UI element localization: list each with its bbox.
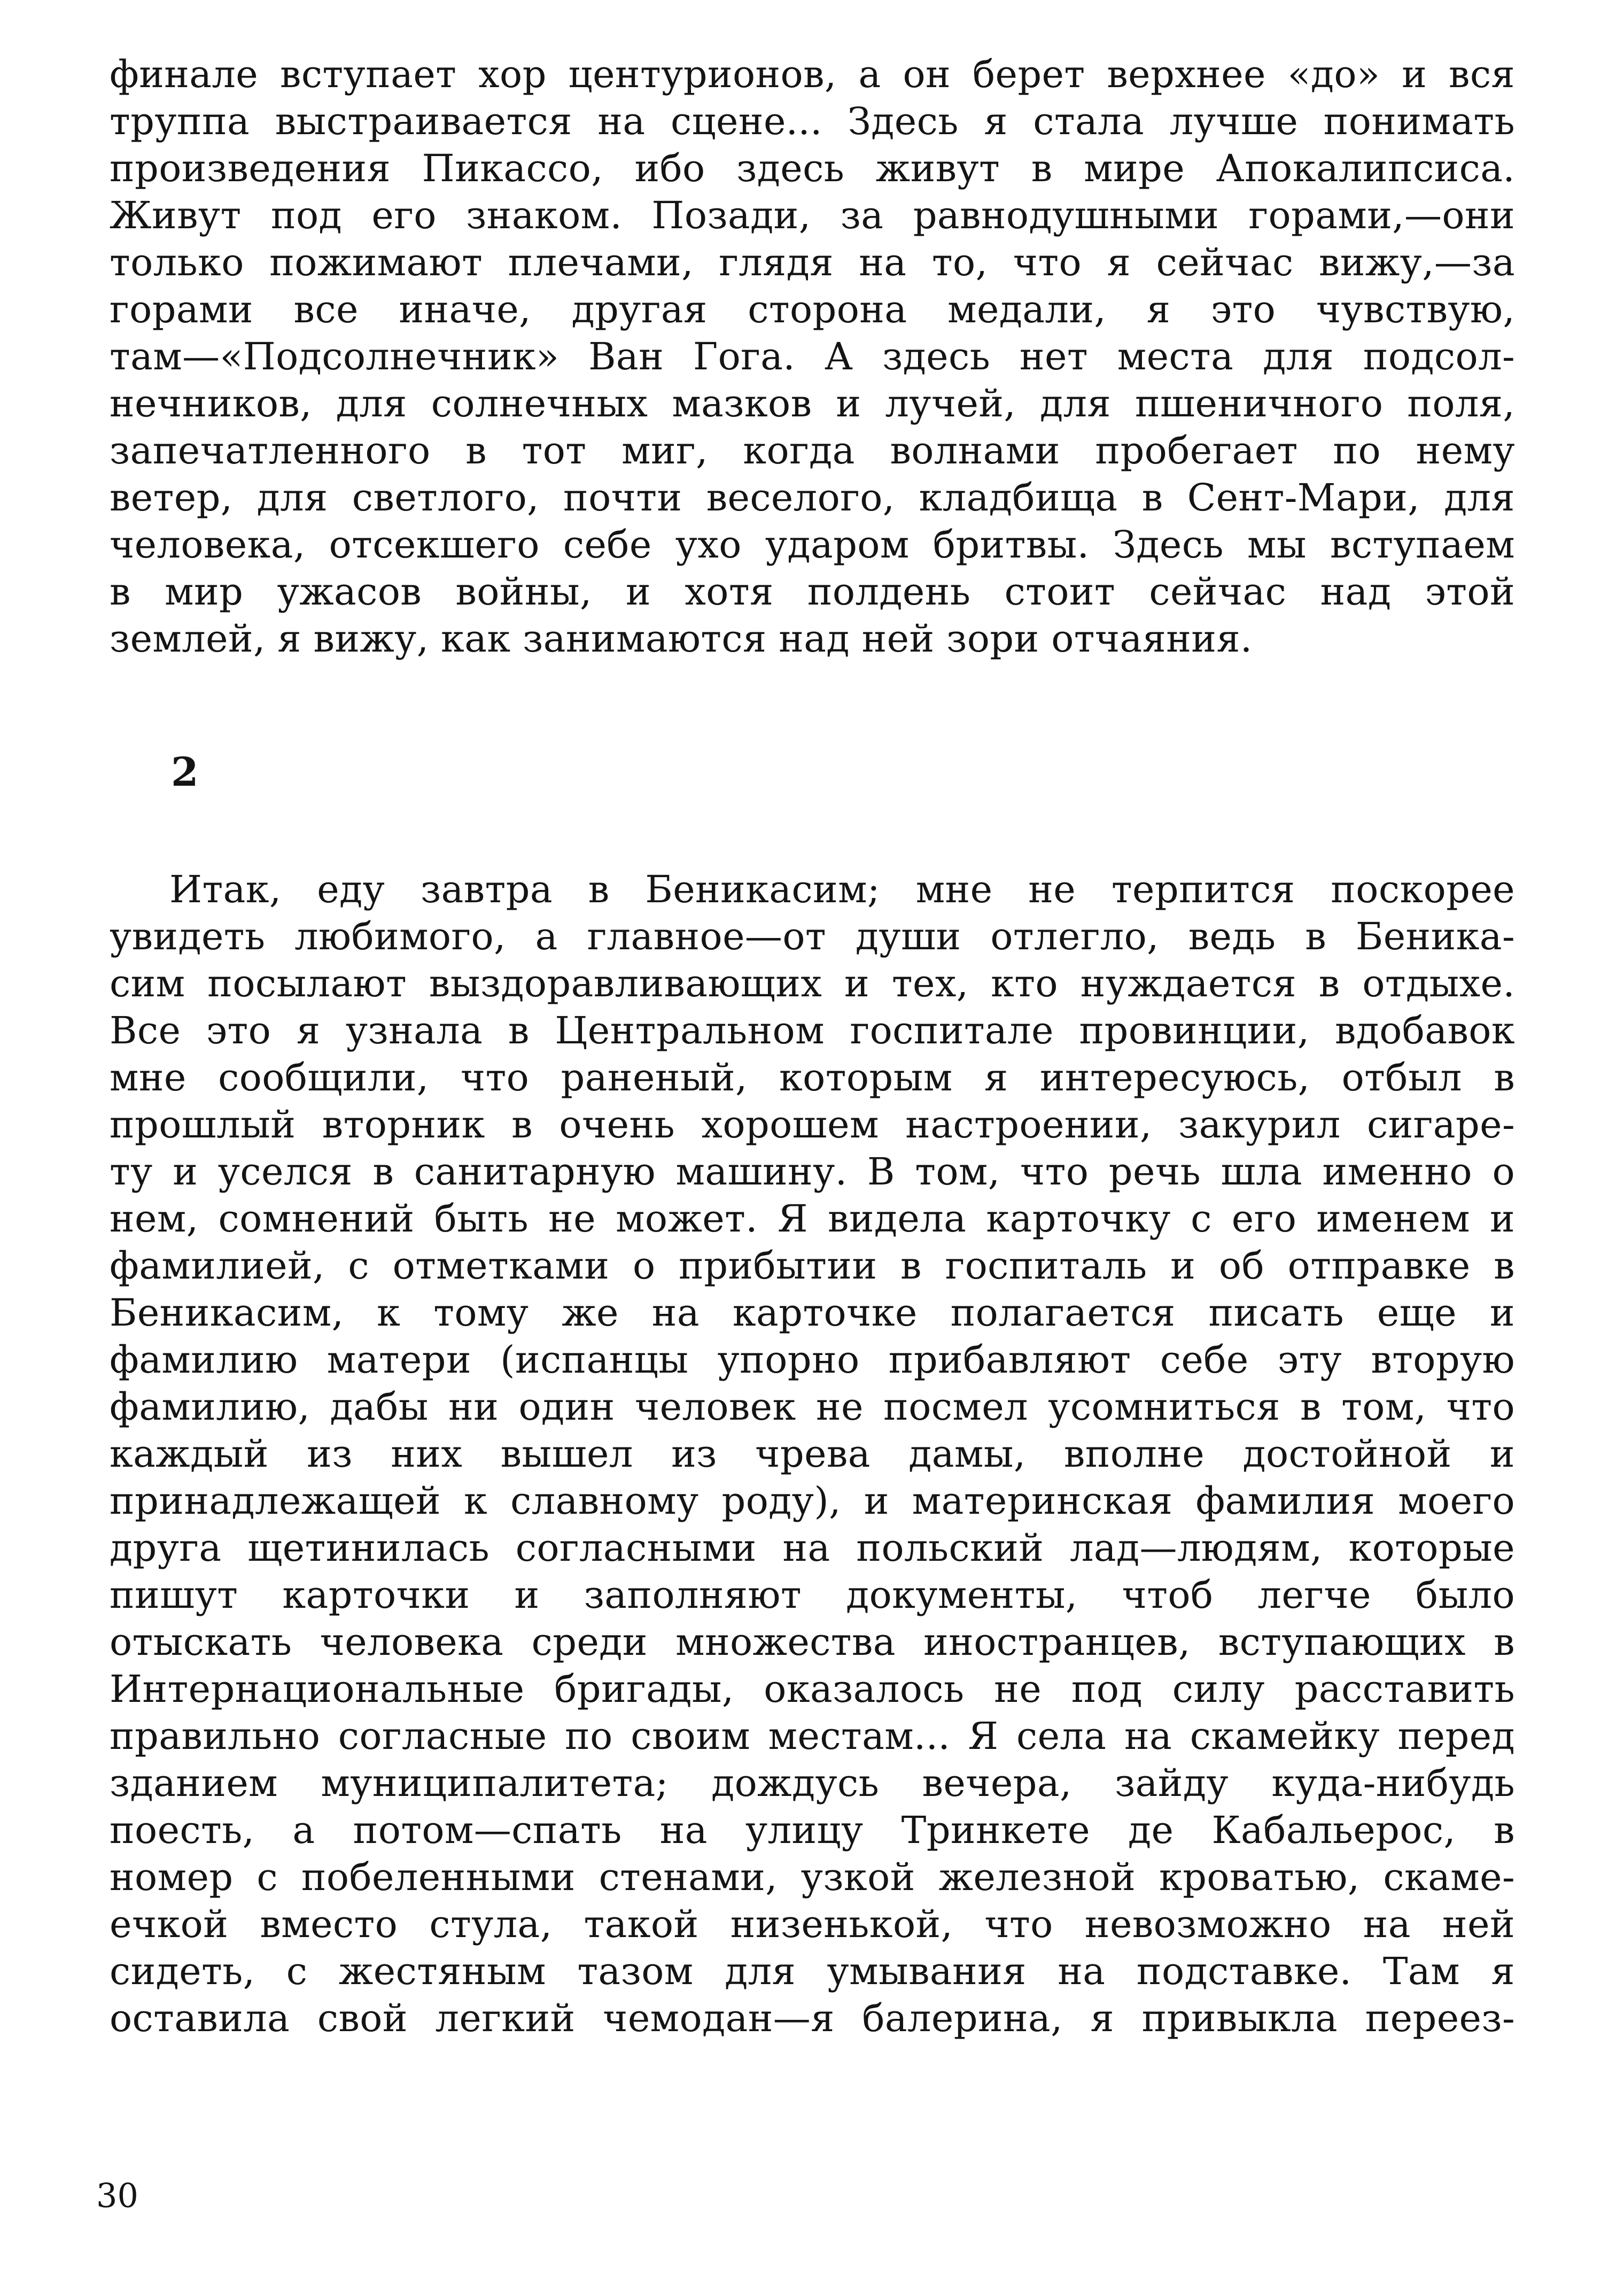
text-line: мне сообщили, что раненый, которым я интересуюсь, отбыл в bbox=[110, 1056, 1515, 1099]
text-line: человека, отсекшего себе ухо ударом бритвы. Здесь мы вступаем bbox=[110, 523, 1515, 567]
text-line: пишут карточки и заполняют документы, чтоб легче было bbox=[110, 1573, 1515, 1617]
text-line: фамилию матери (испанцы упорно прибавляют себе эту вторую bbox=[110, 1338, 1515, 1382]
text-line: отыскать человека среди множества иностранцев, вступающих в bbox=[110, 1620, 1515, 1664]
text-line: Все это я узнала в Центральном госпитале провинции, вдобавок bbox=[110, 1009, 1515, 1052]
text-line: оставила свой легкий чемодан—я балерина, я привыкла переез- bbox=[110, 1996, 1515, 2040]
text-line: только пожимают плечами, глядя на то, что я сейчас вижу,—за bbox=[110, 241, 1515, 284]
text-line: номер с побеленными стенами, узкой железной кроватью, скаме- bbox=[110, 1855, 1515, 1899]
text-line: там—«Подсолнечник» Ван Гога. А здесь нет места для подсол- bbox=[110, 335, 1515, 378]
text-line: ветер, для светлого, почти веселого, кладбища в Сент-Мари, для bbox=[110, 476, 1515, 520]
page-number: 30 bbox=[96, 2176, 138, 2215]
text-line: друга щетинилась согласными на польский лад—людям, которые bbox=[110, 1526, 1515, 1570]
text-line: сим посылают выздоравливающих и тех, кто нуждается в отдыхе. bbox=[110, 962, 1515, 1005]
text-line: горами все иначе, другая сторона медали, я это чувствую, bbox=[110, 288, 1515, 331]
text-line: Итак, еду завтра в Беникасим; мне не терпится поскорее bbox=[169, 868, 1515, 911]
text-line: в мир ужасов войны, и хотя полдень стоит сейчас над этой bbox=[110, 570, 1515, 614]
text-line: прошлый вторник в очень хорошем настроении, закурил сигаре- bbox=[110, 1103, 1515, 1147]
text-line: фамилию, дабы ни один человек не посмел усомниться в том, что bbox=[110, 1385, 1515, 1429]
text-line: нечников, для солнечных мазков и лучей, для пшеничного поля, bbox=[110, 382, 1515, 425]
text-line: запечатленного в тот миг, когда волнами пробегает по нему bbox=[110, 429, 1515, 473]
text-line: Интернациональные бригады, оказалось не под силу расставить bbox=[110, 1667, 1515, 1711]
text-line: землей, я вижу, как занимаются над ней зори отчаяния. bbox=[110, 617, 1253, 661]
text-line: увидеть любимого, а главное—от души отлегло, ведь в Беника- bbox=[110, 915, 1515, 958]
text-line: каждый из них вышел из чрева дамы, вполне достойной и bbox=[110, 1432, 1515, 1476]
text-line: поесть, а потом—спать на улицу Тринкете де Кабальерос, в bbox=[110, 1808, 1515, 1852]
text-line: финале вступает хор центурионов, а он берет верхнее «до» и вся bbox=[110, 52, 1515, 96]
text-line: ту и уселся в санитарную машину. В том, что речь шла именно о bbox=[110, 1150, 1515, 1194]
section-number: 2 bbox=[171, 749, 199, 795]
text-line: Беникасим, к тому же на карточке полагается писать еще и bbox=[110, 1291, 1515, 1335]
text-line: произведения Пикассо, ибо здесь живут в мире Апокалипсиса. bbox=[110, 146, 1515, 190]
text-line: нем, сомнений быть не может. Я видела карточку с его именем и bbox=[110, 1197, 1515, 1241]
text-line: принадлежащей к славному роду), и материнская фамилия моего bbox=[110, 1479, 1515, 1523]
text-line: правильно согласные по своим местам... Я села на скамейку перед bbox=[110, 1714, 1515, 1758]
text-line: фамилией, с отметками о прибытии в госпиталь и об отправке в bbox=[110, 1244, 1515, 1288]
text-line: зданием муниципалитета; дождусь вечера, зайду куда-нибудь bbox=[110, 1761, 1515, 1805]
text-line: труппа выстраивается на сцене... Здесь я стала лучше понимать bbox=[110, 99, 1515, 143]
text-line: сидеть, с жестяным тазом для умывания на подставке. Там я bbox=[110, 1949, 1515, 1993]
text-line: ечкой вместо стула, такой низенькой, что невозможно на ней bbox=[110, 1902, 1515, 1946]
text-line: Живут под его знаком. Позади, за равнодушными горами,—они bbox=[110, 193, 1515, 237]
